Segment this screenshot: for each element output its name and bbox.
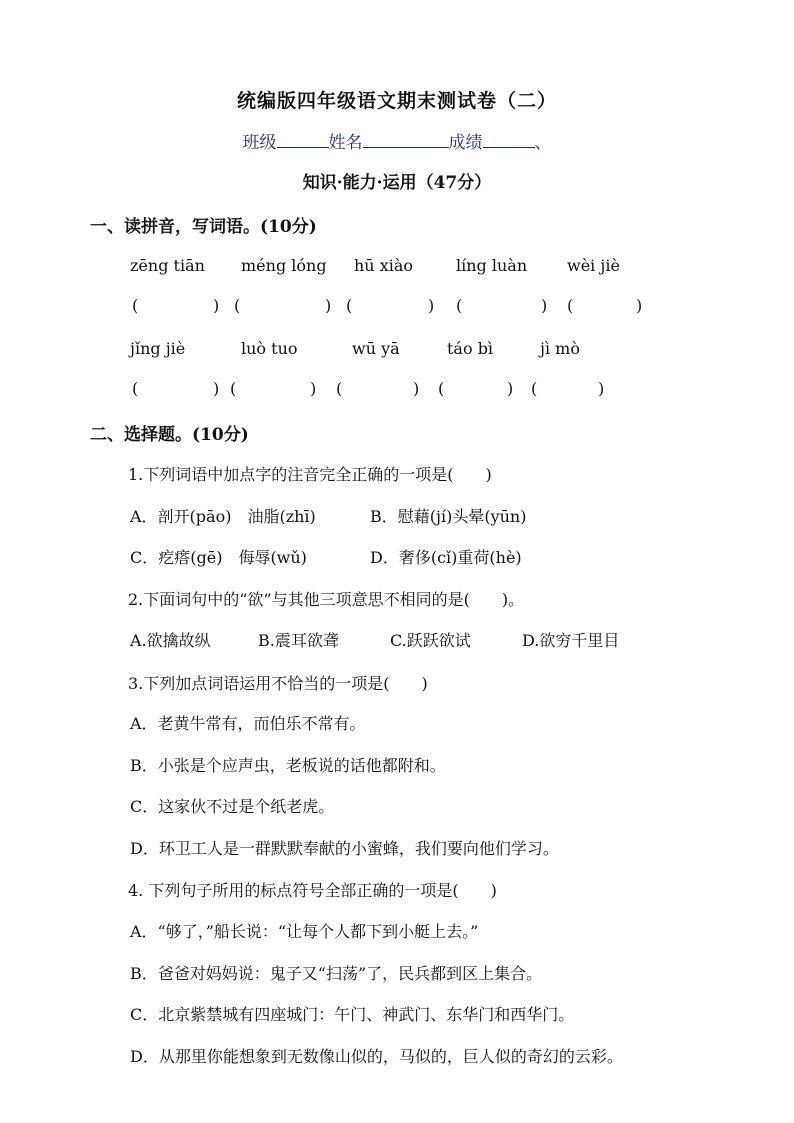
section1-heading: 一、读拼音，写词语。(10分) [90,217,317,237]
answer-paren-close[interactable]: ) [598,379,605,398]
pinyin-item: táo bì [447,339,494,358]
option-a[interactable]: A.欲擒故纵 [130,631,211,650]
answer-paren-close[interactable]: ) [507,379,514,398]
option-b[interactable]: B.震耳欲聋 [258,631,339,650]
pinyin-item: jì mò [540,339,580,358]
option-d[interactable]: D.欲穷千里目 [522,631,620,650]
class-blank[interactable] [277,133,329,148]
question-stem: 2.下面词句中的“欲”与其他三项意思不相同的是( )。 [128,590,525,609]
option-a[interactable]: A．剖开(pāo) 油脂(zhī) [130,507,316,526]
answer-paren-close[interactable]: ) [541,296,548,315]
trailing-mark: 、 [534,133,552,153]
option-c[interactable]: C．疙瘩(gē) 侮辱(wǔ) [130,548,307,567]
option-a[interactable]: A．“够了，”船长说：“让每个人都下到小艇上去。” [130,922,479,941]
pinyin-item: hū xiào [354,256,414,275]
answer-paren-close[interactable]: ) [310,379,317,398]
question-stem: 4. 下列句子所用的标点符号全部正确的一项是( ) [128,881,497,900]
pinyin-item: luò tuo [241,339,298,358]
pinyin-item: wèi jiè [567,256,620,275]
question-stem: 1.下列词语中加点字的注音完全正确的一项是( ) [128,465,492,484]
student-info-line [0,128,794,153]
answer-paren-open[interactable]: ( [567,296,574,315]
option-d[interactable]: D．从那里你能想象到无数像山似的，马似的，巨人似的奇幻的云彩。 [130,1047,623,1066]
answer-paren-open[interactable]: ( [230,379,237,398]
option-c[interactable]: C．北京紫禁城有四座城门：午门、神武门、东华门和西华门。 [130,1005,575,1024]
option-b[interactable]: B．慰藉(jí)头晕(yūn) [370,507,527,526]
answer-paren-open[interactable]: ( [336,379,343,398]
name-label: 姓名 [328,133,363,153]
pinyin-item: jǐng jiè [130,339,186,358]
answer-paren-close[interactable]: ) [636,296,643,315]
option-c[interactable]: C．这家伙不过是个纸老虎。 [130,797,335,816]
option-d[interactable]: D．环卫工人是一群默默奉献的小蜜蜂，我们要向他们学习。 [130,839,559,858]
answer-paren-open[interactable]: ( [346,296,353,315]
option-b[interactable]: B．小张是个应声虫，老板说的话他都附和。 [130,756,446,775]
answer-paren-close[interactable]: ) [428,296,435,315]
score-blank[interactable] [483,133,535,148]
score-label: 成绩 [448,133,483,153]
name-blank[interactable] [363,133,449,148]
option-a[interactable]: A．老黄牛常有，而伯乐不常有。 [130,714,366,733]
answer-paren-open[interactable]: ( [234,296,241,315]
option-b[interactable]: B．爸爸对妈妈说：鬼子又“扫荡”了，民兵都到区上集合。 [130,964,543,983]
section-subtitle: 知识·能力·运用（47分） [302,173,492,193]
pinyin-item: líng luàn [456,256,528,275]
answer-paren-close[interactable]: ) [325,296,332,315]
option-c[interactable]: C.跃跃欲试 [390,631,471,650]
answer-paren-open[interactable]: ( [531,379,538,398]
section2-heading: 二、选择题。(10分) [90,425,249,445]
pinyin-item: wū yā [352,339,400,358]
answer-paren-open[interactable]: ( [132,379,139,398]
answer-paren-close[interactable]: ) [213,296,220,315]
answer-paren-open[interactable]: ( [456,296,463,315]
answer-paren-close[interactable]: ) [213,379,220,398]
page-title: 统编版四年级语文期末测试卷（二） [236,90,557,112]
answer-paren-open[interactable]: ( [438,379,445,398]
pinyin-item: méng lóng [241,256,327,275]
answer-paren-open[interactable]: ( [132,296,139,315]
pinyin-item: zēng tiān [130,256,205,275]
class-label: 班级 [242,133,277,153]
option-d[interactable]: D．奢侈(cǐ)重荷(hè) [370,548,522,567]
question-stem: 3.下列加点词语运用不恰当的一项是( ) [128,674,428,693]
answer-paren-close[interactable]: ) [413,379,420,398]
